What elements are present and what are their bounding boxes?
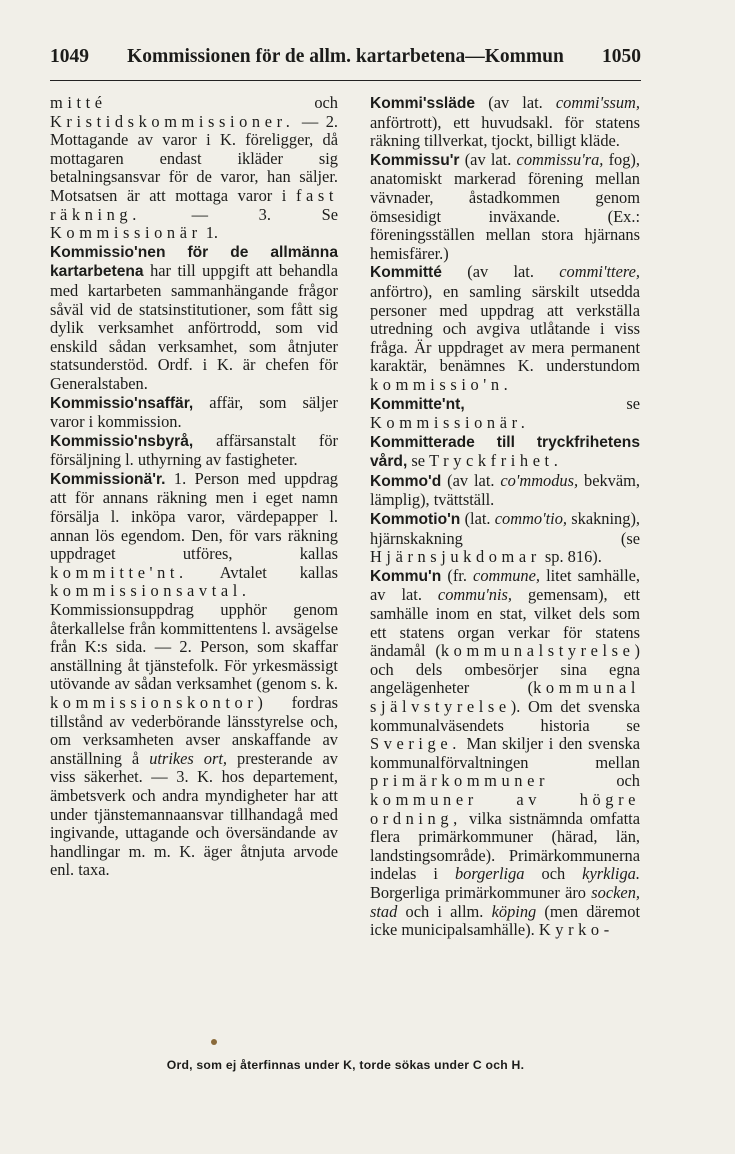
entry-text: Man skiljer i den svenska kommunalförvaltningen mellan [370,734,640,772]
entry-text: primärkommuner [370,771,549,791]
entry-text: och [524,864,583,884]
page-footer-note: Ord, som ej återfinnas under K, torde sökas under C och H. [166,1058,525,1072]
entry-text: fog), anatomiskt markerad förening mellan vävnader, åstadkommen genom ömsesidigt inväxande. (Ex.: föreningsställen mellan stora hjärnans hemisfärer.) [370,149,640,263]
entry-text: Kyrko- [538,920,614,940]
entry-text: commu'nis, [437,585,512,605]
entry-text: sp. 816). [540,547,602,567]
entry-text: (fr. [441,565,474,585]
entry-text: (men däremot icke municipalsamhälle). [370,901,641,940]
entry-text: commi'ttere, [559,262,640,282]
dictionary-entry [370,433,640,472]
entry-text: bekväm, lämplig), tvättställ. [370,470,640,510]
entry-text: kommitte'nt. [50,562,188,582]
entry-text: affär, som säljer varor i kommission. [50,392,338,432]
entry-text: 1. Person med uppdrag att för annans räkning men i eget namn försälja l. inköpa varor, värdepapper l. annan lös egendom. Den, för vars räkning uppdraget utföres, kallas [50,468,338,564]
entry-headword: Kommissio'nen för de allmänna kartarbetena [50,243,338,281]
entry-text: Tryckfrihet. [429,451,563,471]
entry-text: utrikes ort, [149,748,228,768]
entry-text: Borgerliga primärkommuner äro [370,882,592,902]
entry-text: — 3. Se [140,204,338,224]
left-column [50,94,338,880]
entry-text: kommissio'n. [370,374,513,394]
right-column [370,94,640,940]
running-title: Kommissionen för de allm. kartarbetena—Kommun [127,46,564,67]
entry-headword: Kommissionä'r. [50,470,166,488]
entry-text: 1. [201,223,219,243]
entry-text: och i allm. [397,901,492,921]
entry-text: anförtro), en samling särskilt utsedda personer med uppdrag att verkställa utredning och avgiva utlåtande i viss fråga. Är uppdraget av mera permanent karaktär, benämnes K. understundom [370,281,640,376]
entry-text: vilka sistnämnda omfatta flera primärkommuner (härad, län, landstingsområde). Primärkommunerna indelas i [370,808,640,884]
entry-text: kommunal självstyrelse [370,678,640,716]
entry-text: kyrkliga. [582,864,640,884]
entry-text: (av lat. [441,262,560,282]
dictionary-entry [370,151,640,264]
entry-text: Kommissionär [50,223,202,243]
entry-text: co'mmodus, [500,470,579,490]
entry-text: kommunalstyrelse [440,641,635,661]
entry-text: Avtalet kallas [187,562,338,582]
entry-text: kommissionskontor [50,693,258,712]
entry-headword: Kommi'ssläde [370,95,476,112]
entry-text: ) och dels ombesörjer sina egna angelägenheter ( [370,641,640,698]
entry-text: kommuner av högre ordning, [370,789,640,828]
left-page-number: 1049 [50,46,89,67]
dictionary-entry [370,510,640,567]
entry-text: köping [491,901,537,921]
entry-headword: Kommitte'nt, [370,395,465,413]
entry-text: (av lat. [475,93,556,112]
entry-text: mitté [50,93,107,112]
entry-text: ) fordras tillstånd av vederbörande länsstyrelse och, om verksamheten avser anskaffande av anställning å [50,693,338,768]
entry-text: gemensam), ett samhälle inom en stat, vilket dels som ett statens organ verkar för statens ändamål ( [370,585,640,661]
dictionary-entry [50,94,338,243]
entry-text: se [407,451,430,471]
entry-text: och [549,771,640,791]
entry-text: affärsanstalt för försäljning l. uthyrning av fastigheter. [50,430,338,470]
dictionary-entry [370,395,640,433]
entry-text: commi'ssum, [555,93,640,112]
entry-text: anförtrott), ett huvudsakl. för statens räkning tillverkat, tjockt, billigt kläde. [370,112,640,151]
entry-text: och [106,93,338,112]
entry-headword: Kommissu'r [370,151,460,169]
entry-text: (av lat. [441,470,501,490]
entry-text: Sverige. [370,734,461,754]
entry-text: — 2. Mottagande av varor i K. föreligger, då mottagaren endast ikläder sig betalningsansvar för de varor, han säljer. Motsatsen är att mottaga varor i [50,111,338,205]
dictionary-entry [370,472,640,510]
entry-text: presterande av viss säkerhet. — 3. K. hos departement, ämbetsverk och andra myndigheter har att under tjänstemannaansvar tillhandagå med ingivande, uttagande och översändande av handlingar m. m. K. äger åtnjuta arvode enl. taxa. [50,748,338,880]
dictionary-entry [370,263,640,394]
entry-text: Kristidskommissioner. [50,111,295,131]
dictionary-entry [370,94,640,151]
entry-text: (lat. [460,509,495,529]
right-page-number: 1050 [602,46,641,67]
header-rule [50,80,641,81]
entry-headword: Kommu'n [370,567,442,585]
entry-text: Kommissionär. [370,413,530,433]
entry-headword: Kommitterade till tryckfrihetens vård, [370,433,640,471]
entry-text: commissu'ra, [516,149,604,169]
entry-text: skakning), hjärnskakning (se [370,509,640,548]
entry-headword: Kommitté [370,264,442,282]
entry-headword: Kommotio'n [370,511,461,529]
page-header [50,46,641,74]
entry-text: commune, [473,565,540,585]
entry-headword: Kommissio'nsbyrå, [50,432,194,450]
entry-text: kommissionsavtal. [50,581,251,601]
entry-headword: Kommo'd [370,472,442,490]
entry-text: fast räkning. [50,185,338,224]
entry-text: har till uppgift att behandla med kartarbeten sammanhängande frågor såväl vid de statsinstitutioner, som fått sig dylik verksamhet anförtrodd, som vid enskild sådan verksamhet, som åtnjuter statsunderstöd. Ordf. i K. är chefen för Generalstaben. [50,261,338,393]
dictionary-entry [50,432,338,470]
entry-text: (av lat. [459,149,517,169]
entry-text: Kommissionsuppdrag upphör genom återkallelse från kommittentens l. avsägelse från K:s sida. — 2. Person, som skaffar anställning åt tjänstefolk. För yrkesmässigt utövande av sådan verksamhet (genom s. k. [50,600,338,694]
entry-headword: Kommissio'nsaffär, [50,394,194,412]
entry-text: se [464,393,640,413]
ink-spot [211,1039,217,1045]
entry-text: commo'tio, [494,509,568,529]
entry-text: socken, stad [370,882,640,921]
dictionary-entry [50,394,338,432]
dictionary-entry [50,243,338,394]
entry-text: borgerliga [454,864,525,884]
dictionary-entry [370,567,640,940]
entry-text: Hjärnsjukdomar [370,547,541,567]
entry-text: litet samhälle, av lat. [370,565,640,605]
dictionary-entry [50,470,338,880]
entry-text: ). Om det svenska kommunalväsendets historia se [370,697,640,735]
